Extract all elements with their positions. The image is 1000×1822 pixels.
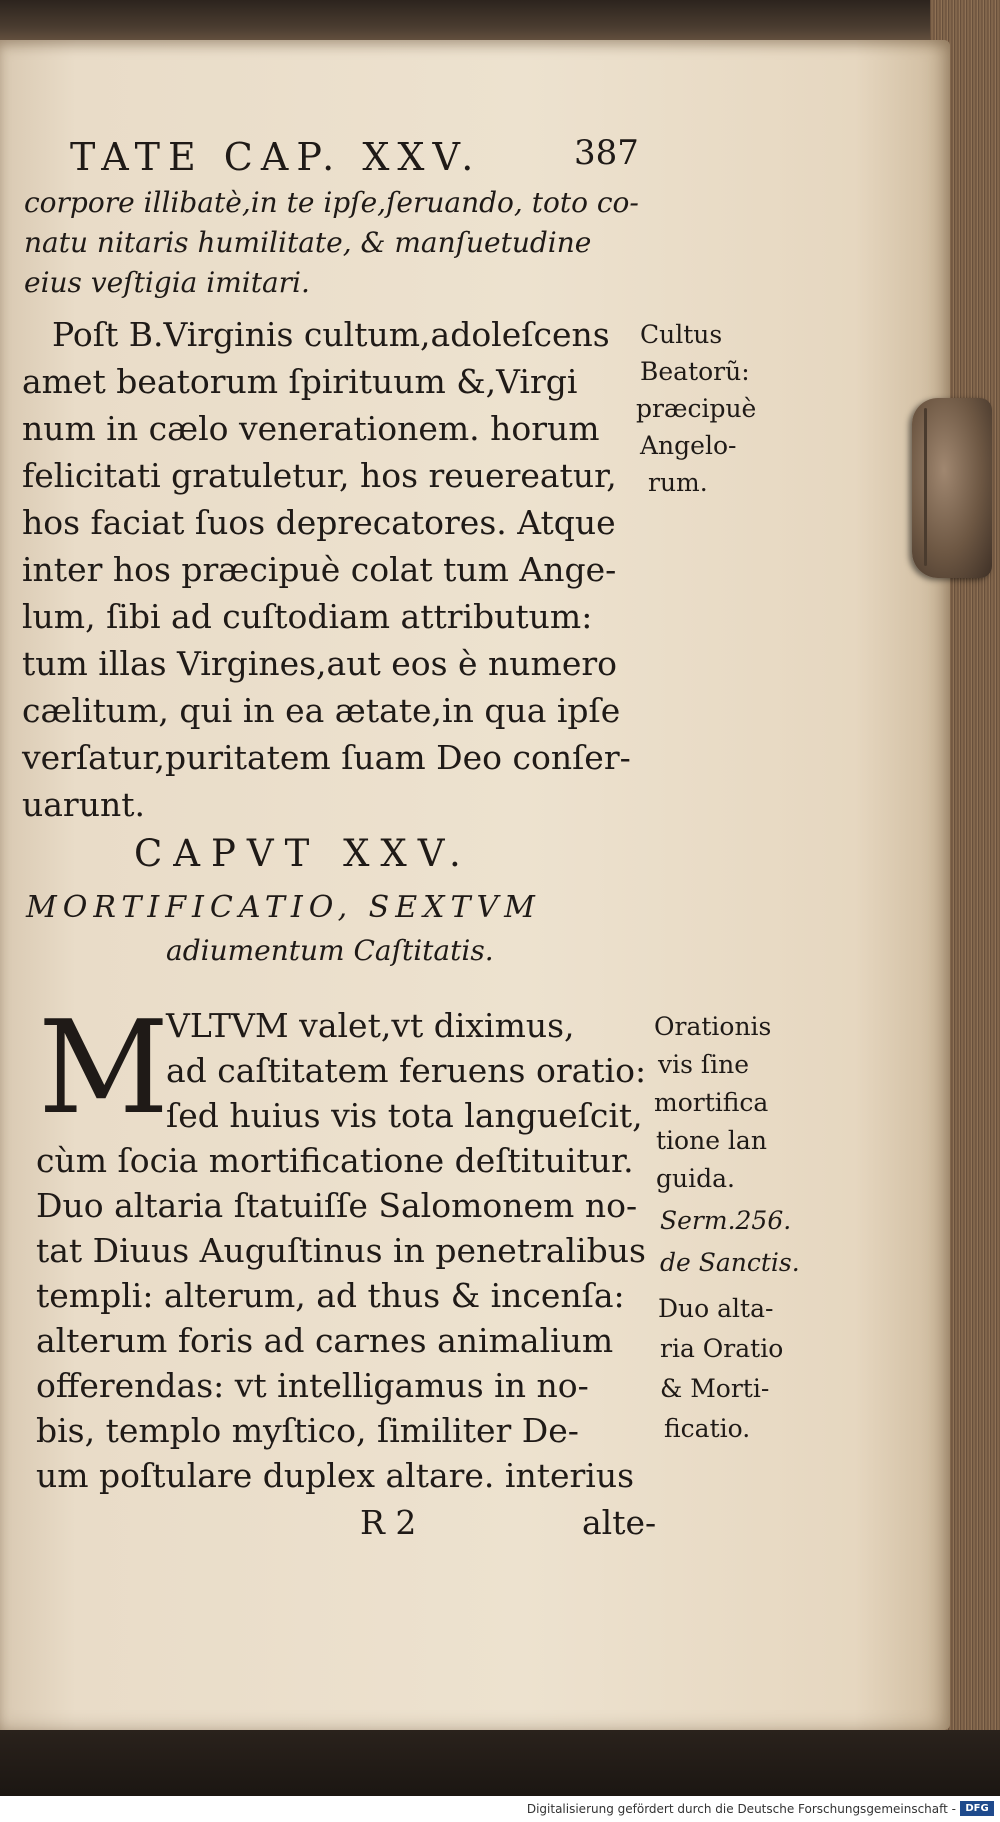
text-line: VLTVM valet,vt diximus, bbox=[166, 1006, 575, 1045]
text-line: inter hos præcipuè colat tum Ange- bbox=[22, 550, 617, 589]
text-line: ſed huius vis tota langueſcit, bbox=[166, 1096, 643, 1135]
margin-note-line: vis ſine bbox=[658, 1050, 750, 1079]
book-top-edge bbox=[0, 0, 1000, 45]
text-line: um poſtulare duplex altare. interius bbox=[36, 1456, 635, 1495]
dfg-logo: DFG bbox=[960, 1801, 994, 1816]
book-clasp bbox=[912, 398, 992, 578]
text-line: offerendas: vt intelligamus in no- bbox=[36, 1366, 589, 1405]
chapter-subtitle: MORTIFICATIO, SEXTVM bbox=[26, 890, 541, 925]
margin-note-line: Angelo- bbox=[640, 431, 737, 460]
margin-note-line: mortifica bbox=[654, 1088, 769, 1117]
text-line: Poſt B.Virginis cultum,adoleſcens bbox=[52, 315, 610, 354]
drop-cap: M bbox=[38, 994, 170, 1143]
margin-note-line: de Sanctis. bbox=[660, 1248, 800, 1277]
page-number: 387 bbox=[574, 133, 639, 173]
signature-mark: R 2 bbox=[360, 1503, 417, 1542]
footer-credit: Digitalisierung gefördert durch die Deutsche Forschungsgemeinschaft - bbox=[526, 1802, 956, 1816]
margin-note-line: tione lan bbox=[656, 1126, 767, 1155]
text-line: num in cælo venerationem. horum bbox=[22, 409, 600, 448]
intro-line: corpore illibatè,in te ipſe,ſeruando, toto co- bbox=[24, 186, 639, 219]
catchword: alte- bbox=[582, 1503, 657, 1542]
margin-note-line: præcipuè bbox=[636, 394, 757, 423]
text-line: alterum foris ad carnes animalium bbox=[36, 1321, 614, 1360]
margin-note-line: Serm.256. bbox=[660, 1206, 792, 1235]
text-line: Duo altaria ſtatuiſſe Salomonem no- bbox=[36, 1186, 638, 1225]
chapter-heading: CAPVT XXV. bbox=[134, 832, 472, 875]
text-line: templi: alterum, ad thus & incenſa: bbox=[36, 1276, 625, 1315]
text-line: hos faciat ſuos deprecatores. Atque bbox=[22, 503, 616, 542]
text-line: tum illas Virgines,aut eos è numero bbox=[22, 644, 618, 683]
margin-note-line: & Morti- bbox=[660, 1374, 770, 1403]
text-line: cælitum, qui in ea ætate,in qua ipſe bbox=[22, 691, 621, 730]
text-line: lum, ſibi ad cuſtodiam attributum: bbox=[22, 597, 593, 636]
margin-note-line: guida. bbox=[656, 1164, 735, 1193]
margin-note-line: Beatorũ: bbox=[640, 357, 750, 386]
text-line: cùm ſocia mortificatione deſtituitur. bbox=[36, 1141, 634, 1180]
margin-note-line: ficatio. bbox=[664, 1414, 751, 1443]
text-line: amet beatorum ſpirituum &,Virgi bbox=[22, 362, 578, 401]
margin-note-line: ria Oratio bbox=[660, 1334, 784, 1363]
text-line: uarunt. bbox=[22, 785, 145, 824]
book-bottom-edge bbox=[0, 1730, 1000, 1796]
text-line: felicitati gratuletur, hos reuereatur, bbox=[22, 456, 617, 495]
text-line: bis, templo myſtico, ſimiliter De- bbox=[36, 1411, 579, 1450]
text-line: ad caſtitatem feruens oratio: bbox=[166, 1051, 647, 1090]
chapter-subtitle: adiumentum Caſtitatis. bbox=[166, 934, 494, 967]
margin-note-line: Cultus bbox=[640, 320, 723, 349]
margin-note-line: rum. bbox=[648, 468, 708, 497]
text-line: tat Diuus Auguſtinus in penetralibus bbox=[36, 1231, 646, 1270]
intro-line: natu nitaris humilitate, & manſuetudine bbox=[24, 226, 592, 259]
margin-note-line: Duo alta- bbox=[658, 1294, 774, 1323]
text-line: verſatur,puritatem ſuam Deo conſer- bbox=[22, 738, 631, 777]
intro-line: eius veſtigia imitari. bbox=[24, 266, 310, 299]
running-head-title: TATE CAP. XXV. bbox=[70, 135, 482, 179]
margin-note-line: Orationis bbox=[654, 1012, 772, 1041]
